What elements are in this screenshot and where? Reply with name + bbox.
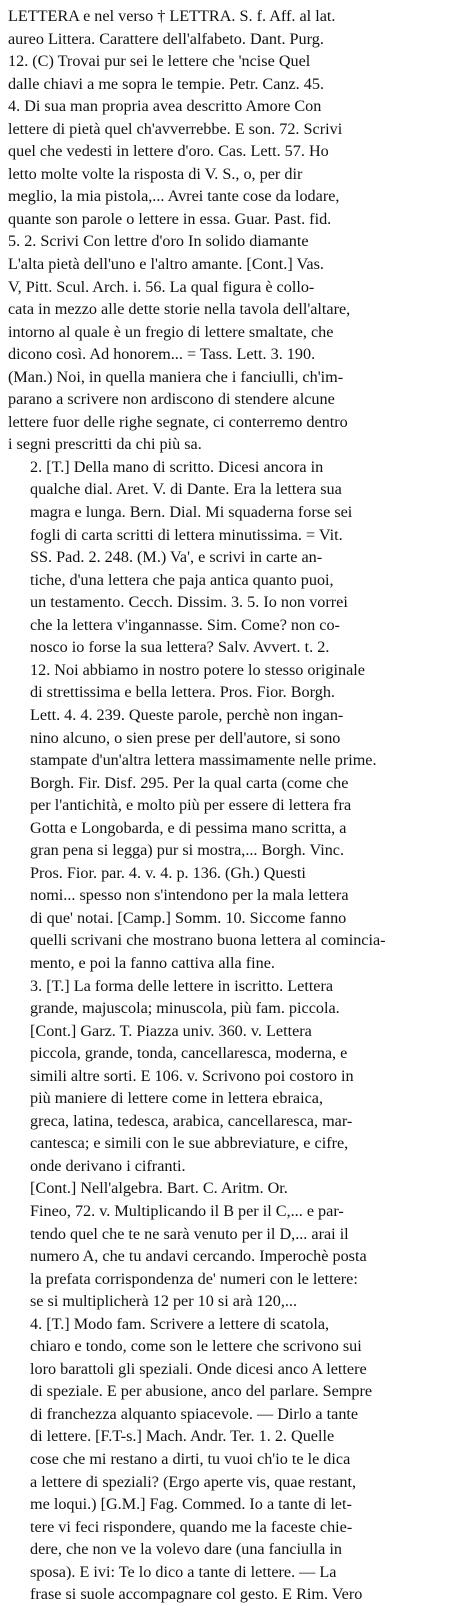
text-line: la prefata corrispondenza de' numeri con le lettere: — [30, 1269, 358, 1288]
text-line: me loqui.) [G.M.] Fag. Commed. Io a tante di let- — [30, 1495, 352, 1514]
text-line: di speziale. E per abusione, anco del parlare. Sempre — [30, 1382, 373, 1401]
text-line: V, Pitt. Scul. Arch. i. 56. La qual figura è collo- — [8, 277, 315, 296]
text-line: LETTERA e nel verso † LETTRA. S. f. Aff. al lat. — [8, 7, 336, 25]
text-line: di lettere. [F.T-s.] Mach. Andr. Ter. 1. 2. Quelle — [30, 1427, 335, 1446]
text-line: piccola, grande, tonda, cancellaresca, moderna, e — [30, 1044, 348, 1063]
text-line: cantesca; e simili con le sue abbreviature, e cifre, — [30, 1134, 349, 1153]
text-line: dalle chiavi a me sopra le tempie. Petr. Canz. 45. — [8, 74, 325, 93]
text-line: lettere di pietà quel ch'avverrebbe. E son. 72. Scrivi — [8, 119, 343, 138]
text-line: Fineo, 72. v. Multiplicando il B per il C,... e par- — [30, 1201, 344, 1220]
text-line: per l'antichità, e molto più per essere di lettera fra — [30, 796, 352, 815]
text-line: dicono così. Ad honorem... = Tass. Lett. 3. 190. — [8, 345, 316, 364]
text-line: Gotta e Longobarda, e di pessima mano scritta, a — [30, 818, 347, 837]
text-line: greca, latina, tedesca, arabica, cancellaresca, mar- — [30, 1111, 353, 1130]
text-line: aureo Littera. Carattere dell'alfabeto. Dant. Purg. — [8, 29, 324, 48]
text-line: 3. [T.] La forma delle lettere in iscritto. Lettera — [30, 976, 334, 995]
text-line: frase si suole accompagnare col gesto. E Rim. Vero — [30, 1585, 363, 1604]
text-line: mento, e poi la fanno cattiva alla fine. — [30, 953, 275, 972]
text-line: che la lettera v'ingannasse. Sim. Come? non co- — [30, 615, 340, 634]
text-line: qualche dial. Aret. V. di Dante. Era la lettera sua — [30, 480, 342, 499]
text-line: chiaro e tondo, come son le lettere che scrivono sui — [30, 1337, 362, 1356]
text-line: SS. Pad. 2. 248. (M.) Va', e scrivi in carte an- — [30, 548, 323, 567]
sense-4-paragraph — [8, 1313, 462, 1606]
text-line: intorno al quale è un fregio di lettere smaltate, che — [8, 322, 334, 341]
text-line: più maniere di lettere come in lettera ebraica, — [30, 1089, 324, 1108]
text-line: Pros. Fior. par. 4. v. 4. p. 136. (Gh.) Questi — [30, 863, 306, 882]
text-line: lettere fuor delle righe segnate, ci conterremo dentro — [8, 412, 348, 431]
text-line: tere vi feci rispondere, quando me la faceste chie- — [30, 1517, 353, 1536]
text-line: nino alcuno, o sien prese per dell'autore, si sono — [30, 728, 341, 747]
text-line: L'alta pietà dell'uno e l'altro amante. [Cont.] Vas. — [8, 255, 324, 274]
text-line: tendo quel che te ne sarà venuto per il D,... arai il — [30, 1224, 349, 1243]
text-line: parano a scrivere non ardiscono di stendere alcune — [8, 390, 335, 409]
text-line: magra e lunga. Bern. Dial. Mi squaderna forse sei — [30, 503, 353, 522]
text-line: di que' notai. [Camp.] Somm. 10. Siccome fanno — [30, 908, 347, 927]
text-line: gran pena si legga) pur si mostra,... Borgh. Vinc. — [30, 841, 345, 860]
text-line: sposa). E ivi: Te lo dico a tante di lettere. — La — [30, 1562, 337, 1581]
text-line: quelli scrivani che mostrano buona lettera al comincia- — [30, 931, 386, 950]
text-line: 12. (C) Trovai pur sei le lettere che 'ncise Quel — [8, 52, 311, 71]
text-line: letto molte volte la risposta di V. S., o, per dir — [8, 164, 303, 183]
text-line: 12. Noi abbiamo in nostro potere lo stesso originale — [30, 660, 365, 679]
text-line: 5. 2. Scrivi Con lettre d'oro In solido diamante — [8, 232, 309, 251]
text-line: quel che vedesti in lettere d'oro. Cas. Lett. 57. Ho — [8, 142, 329, 161]
text-line: stampate d'un'altra lettera massimamente nelle prime. — [30, 751, 377, 770]
text-line: Borgh. Fir. Disf. 295. Per la qual carta (come che — [30, 773, 349, 792]
sense-2-paragraph — [8, 456, 462, 975]
text-line: cata in mezzo alle dette storie nella tavola dell'altare, — [8, 300, 351, 319]
text-line: (Man.) Noi, in quella maniera che i fanciulli, ch'im- — [8, 367, 344, 386]
text-line: a lettere di speziali? (Ergo aperte vis, quae restant, — [30, 1472, 357, 1491]
text-line: grande, majuscola; minuscola, più fam. piccola. — [30, 999, 340, 1018]
text-line: i segni prescritti da chi più sa. — [8, 435, 202, 454]
text-line: Lett. 4. 4. 239. Queste parole, perchè non ingan- — [30, 705, 344, 724]
sense-3-paragraph — [8, 975, 462, 1178]
sense-3-algebra-paragraph — [8, 1177, 462, 1312]
entry-headword-paragraph — [8, 5, 462, 456]
text-line: fogli di carta scritti di lettera minutissima. = Vit. — [30, 525, 343, 544]
text-line: loro barattoli gli speziali. Onde dicesi anco A lettere — [30, 1359, 367, 1378]
text-line: un testamento. Cecch. Dissim. 3. 5. Io non vorrei — [30, 593, 348, 612]
text-line: simili altre sorti. E 106. v. Scrivono poi costoro in — [30, 1066, 354, 1085]
text-line: cose che mi restano a dirti, tu vuoi ch'io te le dica — [30, 1450, 351, 1468]
text-line: dere, che non ve la volevo dare (una fanciulla in — [30, 1540, 342, 1559]
text-line: nosco io forse la sua lettera? Salv. Avvert. t. 2. — [30, 638, 330, 657]
text-line: tiche, d'una lettera che paja antica quanto puoi, — [30, 570, 334, 589]
text-line: se si multiplicherà 12 per 10 si arà 120,... — [30, 1292, 298, 1311]
text-line: [Cont.] Garz. T. Piazza univ. 360. v. Lettera — [30, 1021, 312, 1040]
text-line: 2. [T.] Della mano di scritto. Dicesi ancora in — [30, 457, 324, 476]
text-line: 4. [T.] Modo fam. Scrivere a lettere di scatola, — [30, 1314, 330, 1333]
text-line: [Cont.] Nell'algebra. Bart. C. Aritm. Or. — [30, 1179, 288, 1198]
text-line: 4. Di sua man propria avea descritto Amore Con — [8, 97, 322, 116]
text-line: di strettissima e bella lettera. Pros. Fior. Borgh. — [30, 683, 335, 702]
text-line: meglio, la mia pistola,... Avrei tante cose da lodare, — [8, 187, 340, 206]
text-line: onde derivano i cifranti. — [30, 1156, 186, 1175]
text-line: numero A, che tu andavi cercando. Imperochè posta — [30, 1247, 367, 1266]
text-line: di franchezza alquanto spiacevole. — Dirlo a tante — [30, 1404, 359, 1423]
text-line: nomi... spesso non s'intendono per la mala lettera — [30, 886, 349, 905]
text-line: quante son parole o lettere in essa. Guar. Past. fid. — [8, 209, 332, 228]
